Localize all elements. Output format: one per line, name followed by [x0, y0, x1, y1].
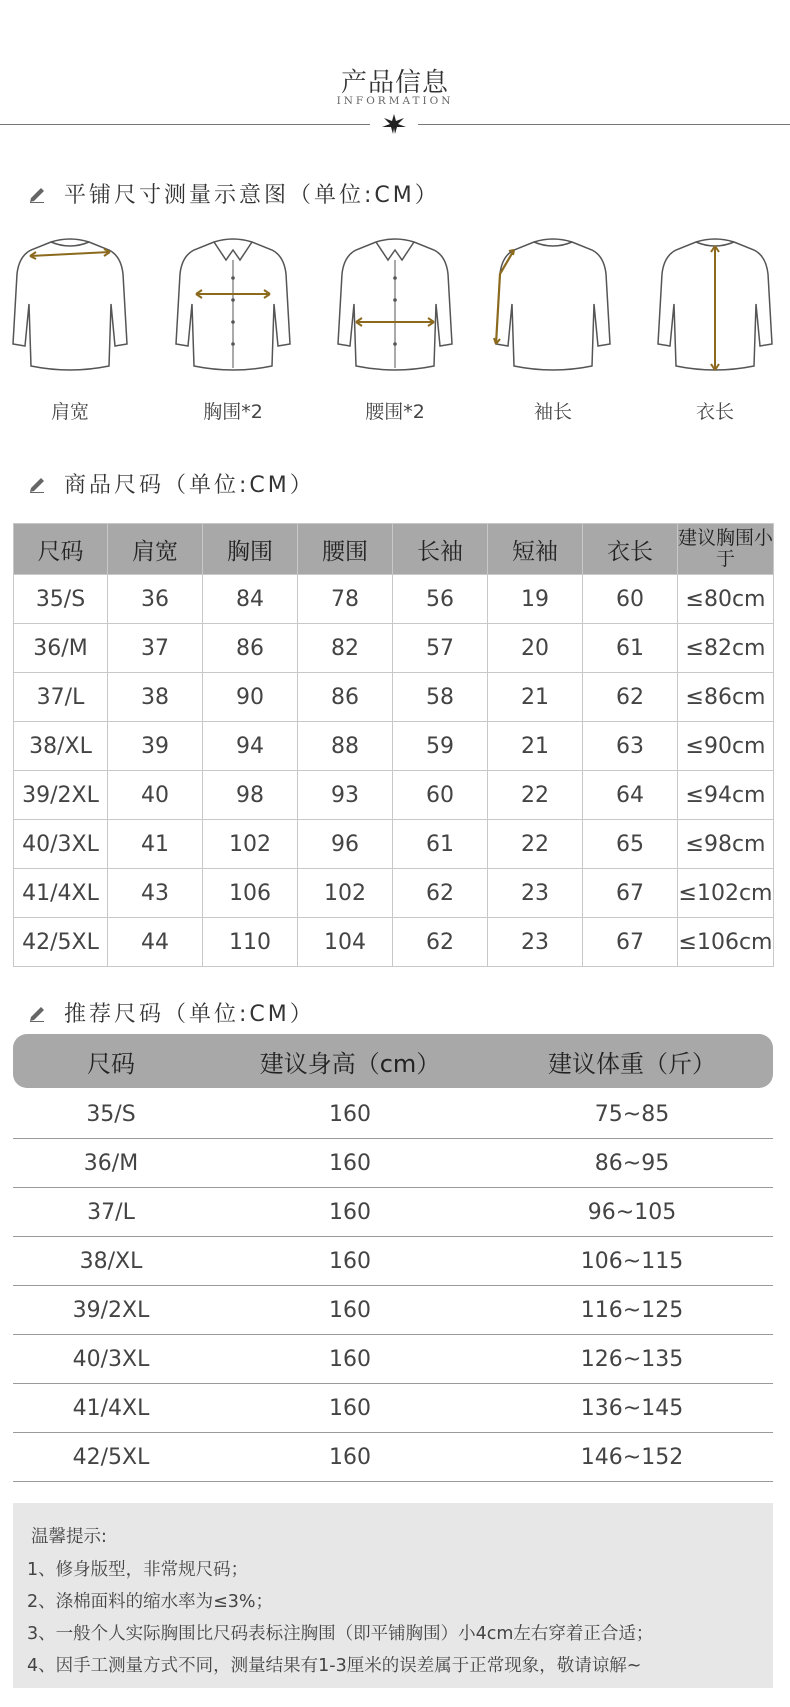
rec-table-header: [13, 1034, 773, 1088]
table-cell: ≤106cm: [678, 918, 774, 967]
size-table: [13, 523, 774, 967]
table-cell: 104: [298, 918, 393, 967]
table-row: [13, 1433, 773, 1482]
table-cell: 94: [203, 722, 298, 771]
diagram-waist: [330, 234, 460, 423]
table-cell: 39/2XL: [72, 1297, 150, 1323]
table-cell: ≤94cm: [678, 771, 774, 820]
table-cell: 44: [108, 918, 203, 967]
table-row: [14, 869, 774, 918]
table-cell: 38/XL: [14, 722, 108, 771]
table-row: [14, 673, 774, 722]
diagram-length: [650, 234, 780, 423]
shirt-back-icon: [488, 234, 618, 384]
table-cell: 146~152: [580, 1444, 684, 1470]
table-cell: 86~95: [594, 1150, 670, 1176]
table-cell: 62: [393, 869, 488, 918]
table-cell: 40: [108, 771, 203, 820]
table-cell: ≤86cm: [678, 673, 774, 722]
table-cell: 160: [329, 1199, 371, 1225]
table-cell: 160: [329, 1297, 371, 1323]
table-cell: 19: [488, 575, 583, 624]
diagram-label: 肩宽: [50, 401, 89, 423]
table-cell: ≤90cm: [678, 722, 774, 771]
table-cell: 42/5XL: [72, 1444, 150, 1470]
table-row: [13, 1335, 773, 1384]
table-row: [13, 1139, 773, 1188]
size-title-text: 商品尺码（单位:CM）: [64, 472, 315, 498]
shirt-front-icon: [330, 234, 460, 384]
diagram-shoulder: [5, 234, 135, 423]
measure-section-title: [28, 178, 440, 208]
table-row: [14, 575, 774, 624]
divider-left: [0, 124, 370, 125]
measure-diagrams: [0, 234, 790, 434]
tip-item: 4、因手工测量方式不同，测量结果有1-3厘米的误差属于正常现象，敬请谅解~: [27, 1656, 642, 1676]
table-cell: 67: [583, 869, 678, 918]
diagram-chest: [168, 234, 298, 423]
diagram-label: 衣长: [695, 401, 734, 423]
shirt-back-icon: [5, 234, 135, 384]
tip-item: 2、涤棉面料的缩水率为≤3%；: [27, 1592, 274, 1612]
table-cell: 160: [329, 1248, 371, 1274]
table-row: [14, 722, 774, 771]
table-cell: 22: [488, 820, 583, 869]
table-cell: 40/3XL: [72, 1346, 150, 1372]
table-row: [14, 820, 774, 869]
diagram-label: 袖长: [533, 401, 572, 423]
table-cell: 43: [108, 869, 203, 918]
pencil-icon: [28, 1002, 48, 1022]
shirt-back-icon: [650, 234, 780, 384]
rec-table: [13, 1090, 773, 1482]
table-cell: 61: [393, 820, 488, 869]
table-cell: 86: [298, 673, 393, 722]
table-cell: 88: [298, 722, 393, 771]
table-cell: 37/L: [87, 1199, 135, 1225]
pencil-icon: [28, 473, 48, 493]
table-cell: 61: [583, 624, 678, 673]
table-cell: 36/M: [83, 1150, 139, 1176]
column-header: 肩宽: [108, 524, 203, 575]
table-cell: 39/2XL: [14, 771, 108, 820]
shirt-front-icon: [168, 234, 298, 384]
column-header: 建议体重（斤）: [548, 1049, 716, 1078]
diagram-label: 腰围*2: [365, 401, 425, 423]
table-cell: 38: [108, 673, 203, 722]
table-cell: 102: [298, 869, 393, 918]
page-subtitle: INFORMATION: [336, 95, 454, 107]
table-cell: 41: [108, 820, 203, 869]
table-cell: 160: [329, 1150, 371, 1176]
table-cell: 39: [108, 722, 203, 771]
size-section-title: [28, 468, 315, 498]
table-cell: 78: [298, 575, 393, 624]
table-cell: 23: [488, 869, 583, 918]
column-header: 建议胸围小于: [678, 524, 774, 575]
table-row: [13, 1237, 773, 1286]
diagram-sleeve: [488, 234, 618, 423]
table-cell: 136~145: [580, 1395, 684, 1421]
table-cell: 22: [488, 771, 583, 820]
table-cell: 84: [203, 575, 298, 624]
table-cell: ≤98cm: [678, 820, 774, 869]
table-cell: 82: [298, 624, 393, 673]
table-row: [14, 771, 774, 820]
table-cell: 40/3XL: [14, 820, 108, 869]
column-header: 尺码: [14, 524, 108, 575]
table-cell: ≤80cm: [678, 575, 774, 624]
table-cell: 67: [583, 918, 678, 967]
table-cell: 126~135: [580, 1346, 684, 1372]
table-cell: 58: [393, 673, 488, 722]
table-cell: 93: [298, 771, 393, 820]
size-table-header: [14, 524, 774, 575]
table-cell: 20: [488, 624, 583, 673]
table-cell: 98: [203, 771, 298, 820]
table-cell: 21: [488, 722, 583, 771]
page-title: 产品信息: [340, 68, 449, 98]
rec-section-title: [28, 997, 315, 1027]
table-cell: 36/M: [14, 624, 108, 673]
table-cell: 57: [393, 624, 488, 673]
table-row: [13, 1188, 773, 1237]
leaf-icon: [380, 112, 408, 140]
table-cell: ≤82cm: [678, 624, 774, 673]
table-cell: 42/5XL: [14, 918, 108, 967]
table-cell: 86: [203, 624, 298, 673]
table-row: [13, 1286, 773, 1335]
table-row: [13, 1090, 773, 1139]
tip-item: 3、一般个人实际胸围比尺码表标注胸围（即平铺胸围）小4cm左右穿着正合适；: [27, 1624, 654, 1644]
divider-right: [418, 124, 790, 125]
measure-title-text: 平铺尺寸测量示意图（单位:CM）: [64, 182, 440, 208]
table-cell: 75~85: [594, 1101, 670, 1127]
table-cell: 38/XL: [79, 1248, 143, 1274]
table-cell: 37: [108, 624, 203, 673]
table-cell: 41/4XL: [14, 869, 108, 918]
table-cell: 63: [583, 722, 678, 771]
header: [0, 0, 790, 140]
table-cell: 106: [203, 869, 298, 918]
pencil-icon: [28, 183, 48, 203]
table-cell: 110: [203, 918, 298, 967]
table-cell: 35/S: [86, 1101, 136, 1127]
column-header: 尺码: [87, 1049, 135, 1078]
table-cell: 160: [329, 1101, 371, 1127]
table-cell: 23: [488, 918, 583, 967]
tip-item: 1、修身版型，非常规尺码；: [27, 1560, 249, 1580]
table-cell: 36: [108, 575, 203, 624]
table-cell: 37/L: [14, 673, 108, 722]
table-row: [13, 1384, 773, 1433]
table-cell: 60: [583, 575, 678, 624]
table-cell: 90: [203, 673, 298, 722]
rec-title-text: 推荐尺码（单位:CM）: [64, 1001, 315, 1027]
table-cell: 160: [329, 1395, 371, 1421]
column-header: 建议身高（cm）: [259, 1049, 441, 1078]
table-cell: 65: [583, 820, 678, 869]
table-cell: ≤102cm: [678, 869, 774, 918]
diagram-label: 胸围*2: [203, 401, 263, 423]
tips-title: 温馨提示:: [31, 1527, 107, 1547]
table-cell: 60: [393, 771, 488, 820]
table-cell: 116~125: [580, 1297, 684, 1323]
table-cell: 102: [203, 820, 298, 869]
table-cell: 64: [583, 771, 678, 820]
table-row: [14, 624, 774, 673]
column-header: 胸围: [203, 524, 298, 575]
table-cell: 96~105: [587, 1199, 677, 1225]
table-cell: 56: [393, 575, 488, 624]
table-cell: 62: [583, 673, 678, 722]
tips-box: [13, 1503, 773, 1688]
column-header: 腰围: [298, 524, 393, 575]
table-cell: 35/S: [14, 575, 108, 624]
table-cell: 59: [393, 722, 488, 771]
column-header: 长袖: [393, 524, 488, 575]
table-cell: 160: [329, 1444, 371, 1470]
table-row: [14, 918, 774, 967]
table-cell: 106~115: [580, 1248, 684, 1274]
table-cell: 62: [393, 918, 488, 967]
table-cell: 96: [298, 820, 393, 869]
table-cell: 41/4XL: [72, 1395, 150, 1421]
column-header: 衣长: [583, 524, 678, 575]
column-header: 短袖: [488, 524, 583, 575]
table-cell: 160: [329, 1346, 371, 1372]
table-cell: 21: [488, 673, 583, 722]
